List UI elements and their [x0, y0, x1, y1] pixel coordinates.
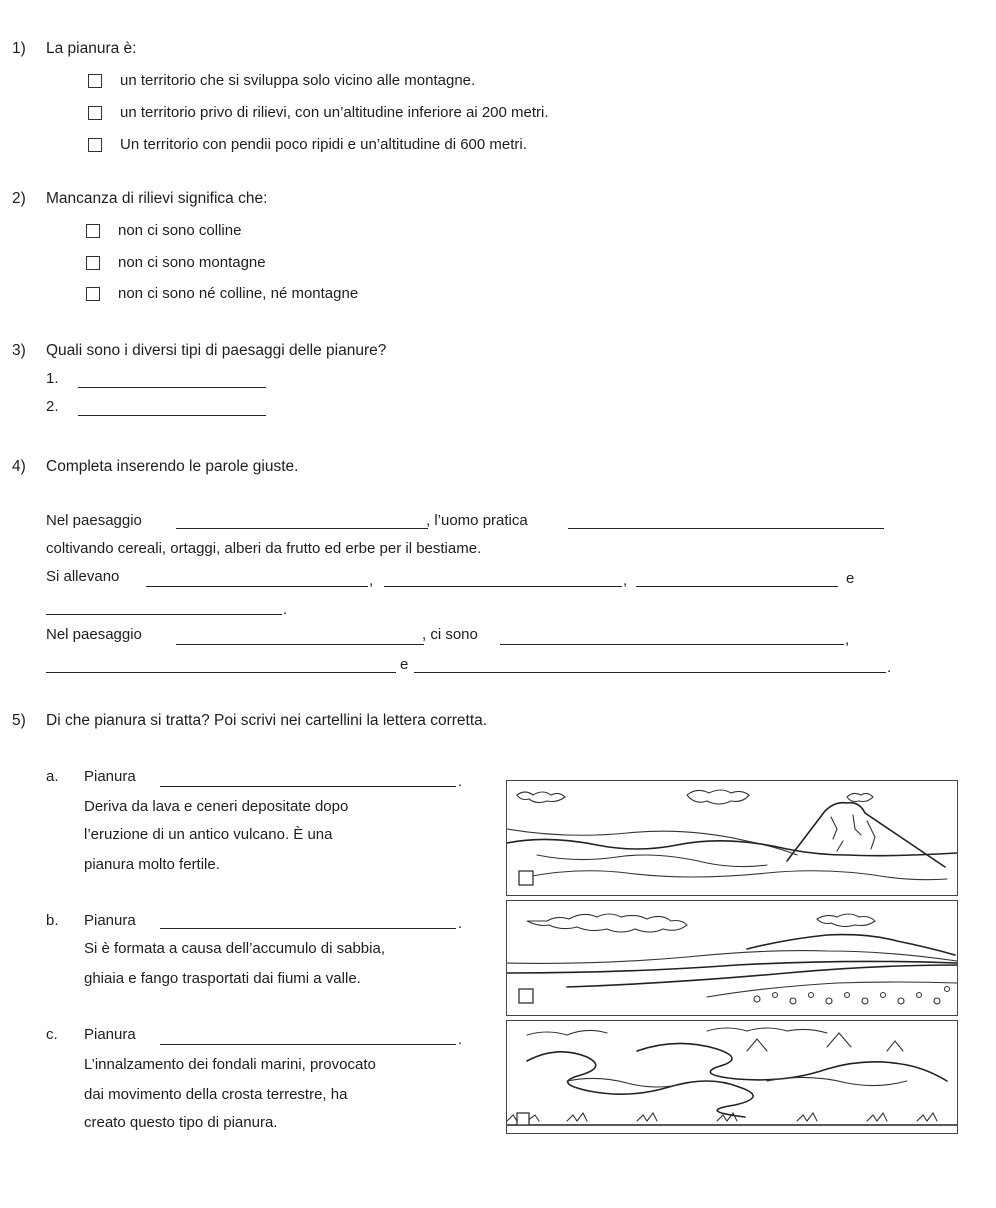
q4-number: 4): [12, 458, 26, 475]
q4-line3-start: Si allevano: [46, 568, 120, 585]
q4-line1-middle: , l’uomo pratica: [426, 512, 528, 529]
q2-option-1-checkbox[interactable]: [86, 224, 100, 238]
q3-question: Quali sono i diversi tipi di paesaggi delle pianure?: [46, 342, 387, 359]
q4-instruction: Completa inserendo le parole giuste.: [46, 458, 299, 475]
q4-blank-9[interactable]: [46, 672, 396, 673]
q5-item-a-letter: a.: [46, 768, 59, 785]
q2-number: 2): [12, 190, 26, 207]
q2-option-2-checkbox[interactable]: [86, 256, 100, 270]
q3-number: 3): [12, 342, 26, 359]
seabed-texture: [507, 1113, 937, 1121]
river-meander: [637, 1043, 947, 1081]
q4-blank-8[interactable]: [500, 644, 844, 645]
q3-item-2: 2.: [46, 398, 59, 415]
volcanic-plain-illustration: [506, 780, 958, 896]
q1-number: 1): [12, 40, 26, 57]
q2-option-3: non ci sono né colline, né montagne: [118, 285, 359, 302]
period: .: [887, 659, 892, 676]
q5-item-c-desc-1: L’innalzamento dei fondali marini, provocato: [84, 1056, 376, 1073]
q2-option-3-checkbox[interactable]: [86, 287, 100, 301]
q1-question: La pianura è:: [46, 40, 137, 57]
volcano-ridges: [831, 815, 875, 851]
q1-option-1: un territorio che si sviluppa solo vicino alle montagne.: [120, 72, 476, 89]
q5-item-a-desc-1: Deriva da lava e ceneri depositate dopo: [84, 798, 349, 815]
period: .: [458, 1031, 463, 1048]
q3-answer-line-1[interactable]: [78, 387, 266, 388]
q5-item-b-letter: b.: [46, 912, 59, 929]
q4-line2: coltivando cereali, ortaggi, alberi da frutto ed erbe per il bestiame.: [46, 540, 482, 557]
q4-line3-and: e: [846, 570, 855, 587]
q3-item-1: 1.: [46, 370, 59, 387]
alluvial-drawing: [507, 901, 957, 1015]
q4-line6-and: e: [400, 656, 409, 673]
q5-item-a-answer-line[interactable]: [160, 786, 456, 787]
comma: ,: [623, 572, 628, 589]
plain-contour: [537, 855, 767, 867]
gravel-texture: [754, 987, 950, 1005]
q4-blank-10[interactable]: [414, 672, 886, 673]
q4-blank-6[interactable]: [46, 614, 282, 615]
q5-item-a-label: Pianura: [84, 768, 136, 785]
q4-line5-middle: , ci sono: [422, 626, 478, 643]
q5-item-c-desc-2: dai movimento della crosta terrestre, ha: [84, 1086, 348, 1103]
q2-option-1: non ci sono colline: [118, 222, 242, 239]
q5-number: 5): [12, 712, 26, 729]
cloud: [527, 914, 687, 932]
q5-item-b-desc-1: Si è formata a causa dell’accumulo di sabbia,: [84, 940, 385, 957]
q4-line1-start: Nel paesaggio: [46, 512, 142, 529]
plain-contour: [507, 839, 957, 855]
q5-item-a-desc-2: l’eruzione di un antico vulcano. È una: [84, 826, 333, 843]
q4-blank-2[interactable]: [568, 528, 884, 529]
q4-blank-4[interactable]: [384, 586, 622, 587]
q5-item-b-label: Pianura: [84, 912, 136, 929]
answer-label-box[interactable]: [519, 871, 533, 885]
q5-item-b-desc-2: ghiaia e fango trasportati dai fiumi a valle.: [84, 970, 361, 987]
q2-question: Mancanza di rilievi significa che:: [46, 190, 268, 207]
alluvial-plain-illustration: [506, 900, 958, 1016]
q5-item-b-answer-line[interactable]: [160, 928, 456, 929]
volcano: [787, 803, 945, 867]
horizon: [507, 829, 797, 855]
sediment-layer: [567, 965, 957, 987]
q4-line5-start: Nel paesaggio: [46, 626, 142, 643]
q5-item-c-label: Pianura: [84, 1026, 136, 1043]
answer-label-box[interactable]: [517, 1113, 529, 1125]
comma: ,: [845, 631, 850, 648]
q1-option-2-checkbox[interactable]: [88, 106, 102, 120]
distant-hills: [747, 1033, 903, 1051]
comma: ,: [369, 572, 374, 589]
period: .: [458, 773, 463, 790]
sediment-layer: [707, 982, 957, 997]
period: .: [283, 601, 288, 618]
q5-item-c-desc-3: creato questo tipo di pianura.: [84, 1114, 278, 1131]
hill-line: [747, 935, 955, 955]
cloud: [847, 793, 873, 801]
q4-blank-7[interactable]: [176, 644, 424, 645]
q3-answer-line-2[interactable]: [78, 415, 266, 416]
q1-option-1-checkbox[interactable]: [88, 74, 102, 88]
coastal-drawing: [507, 1021, 957, 1133]
q1-option-2: un territorio privo di rilievi, con un’altitudine inferiore ai 200 metri.: [120, 104, 549, 121]
q1-option-3-checkbox[interactable]: [88, 138, 102, 152]
river-meander: [527, 1052, 753, 1117]
q5-question: Di che pianura si tratta? Poi scrivi nei cartellini la lettera corretta.: [46, 712, 488, 729]
volcano-drawing: [507, 781, 957, 895]
q4-blank-5[interactable]: [636, 586, 838, 587]
q1-option-3: Un territorio con pendii poco ripidi e un’altitudine di 600 metri.: [120, 136, 527, 153]
period: .: [458, 915, 463, 932]
cloud: [517, 792, 565, 803]
q4-blank-3[interactable]: [146, 586, 368, 587]
cloud: [687, 790, 749, 804]
coastal-plain-illustration: [506, 1020, 958, 1134]
q5-item-a-desc-3: pianura molto fertile.: [84, 856, 220, 873]
q4-blank-1[interactable]: [176, 528, 428, 529]
q5-item-c-letter: c.: [46, 1026, 58, 1043]
plain-contour: [527, 871, 947, 880]
q2-option-2: non ci sono montagne: [118, 254, 266, 271]
coast-line: [527, 1028, 827, 1035]
q5-item-c-answer-line[interactable]: [160, 1044, 456, 1045]
cloud: [817, 914, 875, 927]
answer-label-box[interactable]: [519, 989, 533, 1003]
